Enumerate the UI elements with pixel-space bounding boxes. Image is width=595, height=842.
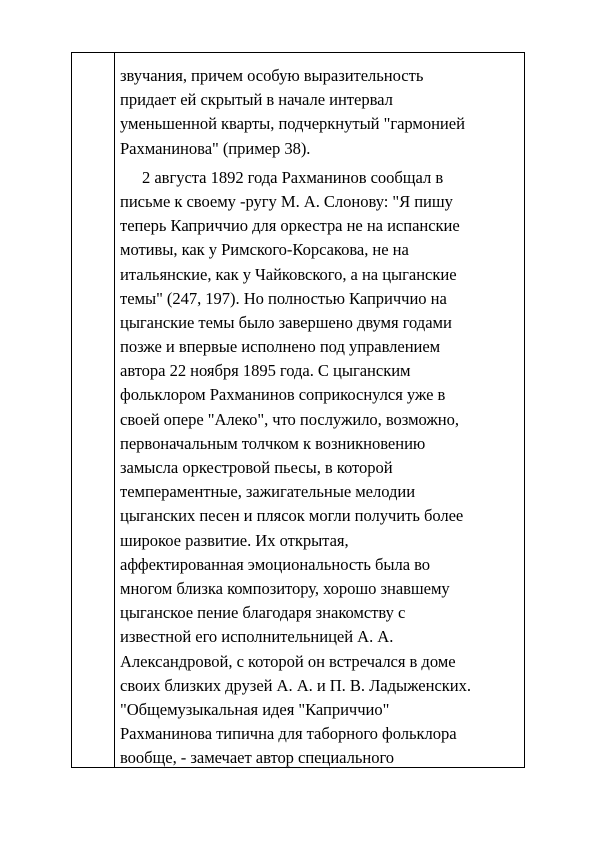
text-line: автора 22 ноября 1895 года. С цыганским xyxy=(120,361,411,381)
text-line: широкое развитие. Их открытая, xyxy=(120,530,349,550)
page-table xyxy=(71,52,525,768)
text-line: Рахманинова типична для таборного фольклора xyxy=(120,724,457,744)
text-line: первоначальным толчком к возникновению xyxy=(120,433,426,453)
text-line: 2 августа 1892 года Рахманинов сообщал в xyxy=(142,167,444,187)
text-line: письме к своему -ругу М. А. Слонову: "Я пишу xyxy=(120,191,453,211)
text-line: темпераментные, зажигательные мелодии xyxy=(120,482,416,502)
text-cell xyxy=(120,64,520,770)
text-line: известной его исполнительницей А. А. xyxy=(120,627,394,647)
text-line: мотивы, как у Римского-Корсакова, не на xyxy=(120,240,409,260)
text-line: цыганские темы было завершено двумя годами xyxy=(120,312,452,332)
text-line: итальянские, как у Чайковского, а на цыганские xyxy=(120,264,457,284)
text-line: уменьшенной кварты, подчеркнутый "гармонией xyxy=(120,114,465,134)
column-divider xyxy=(114,53,115,767)
text-line: фольклором Рахманинов соприкоснулся уже в xyxy=(120,385,446,405)
text-line: цыганское пение благодаря знакомству с xyxy=(120,603,406,623)
text-line: придает ей скрытый в начале интервал xyxy=(120,90,393,110)
text-line: темы" (247, 197). Но полностью Каприччио на xyxy=(120,288,447,308)
text-line: своей опере "Алеко", что послужило, возможно, xyxy=(120,409,459,429)
text-line: теперь Каприччио для оркестра не на испанские xyxy=(120,216,460,236)
text-line: замысла оркестровой пьесы, в которой xyxy=(120,458,393,477)
text-line: многом близка композитору, хорошо знавшему xyxy=(120,578,450,598)
text-line: цыганских песен и плясок могли получить более xyxy=(120,506,464,526)
text-line: аффектированная эмоциональность была во xyxy=(120,554,431,574)
text-line: вообще, - замечает автор специального xyxy=(120,748,395,768)
text-line: "Общемузыкальная идея "Каприччио" xyxy=(120,699,390,719)
text-line: Александровой, с которой он встречался в доме xyxy=(120,651,456,671)
text-line: звучания, причем особую выразительность xyxy=(120,66,424,85)
text-line: своих близких друзей А. А. и П. В. Ладыженских. xyxy=(120,675,471,695)
text-line: позже и впервые исполнено под управлением xyxy=(120,337,441,357)
text-line: Рахманинова" (пример 38). xyxy=(120,138,311,158)
